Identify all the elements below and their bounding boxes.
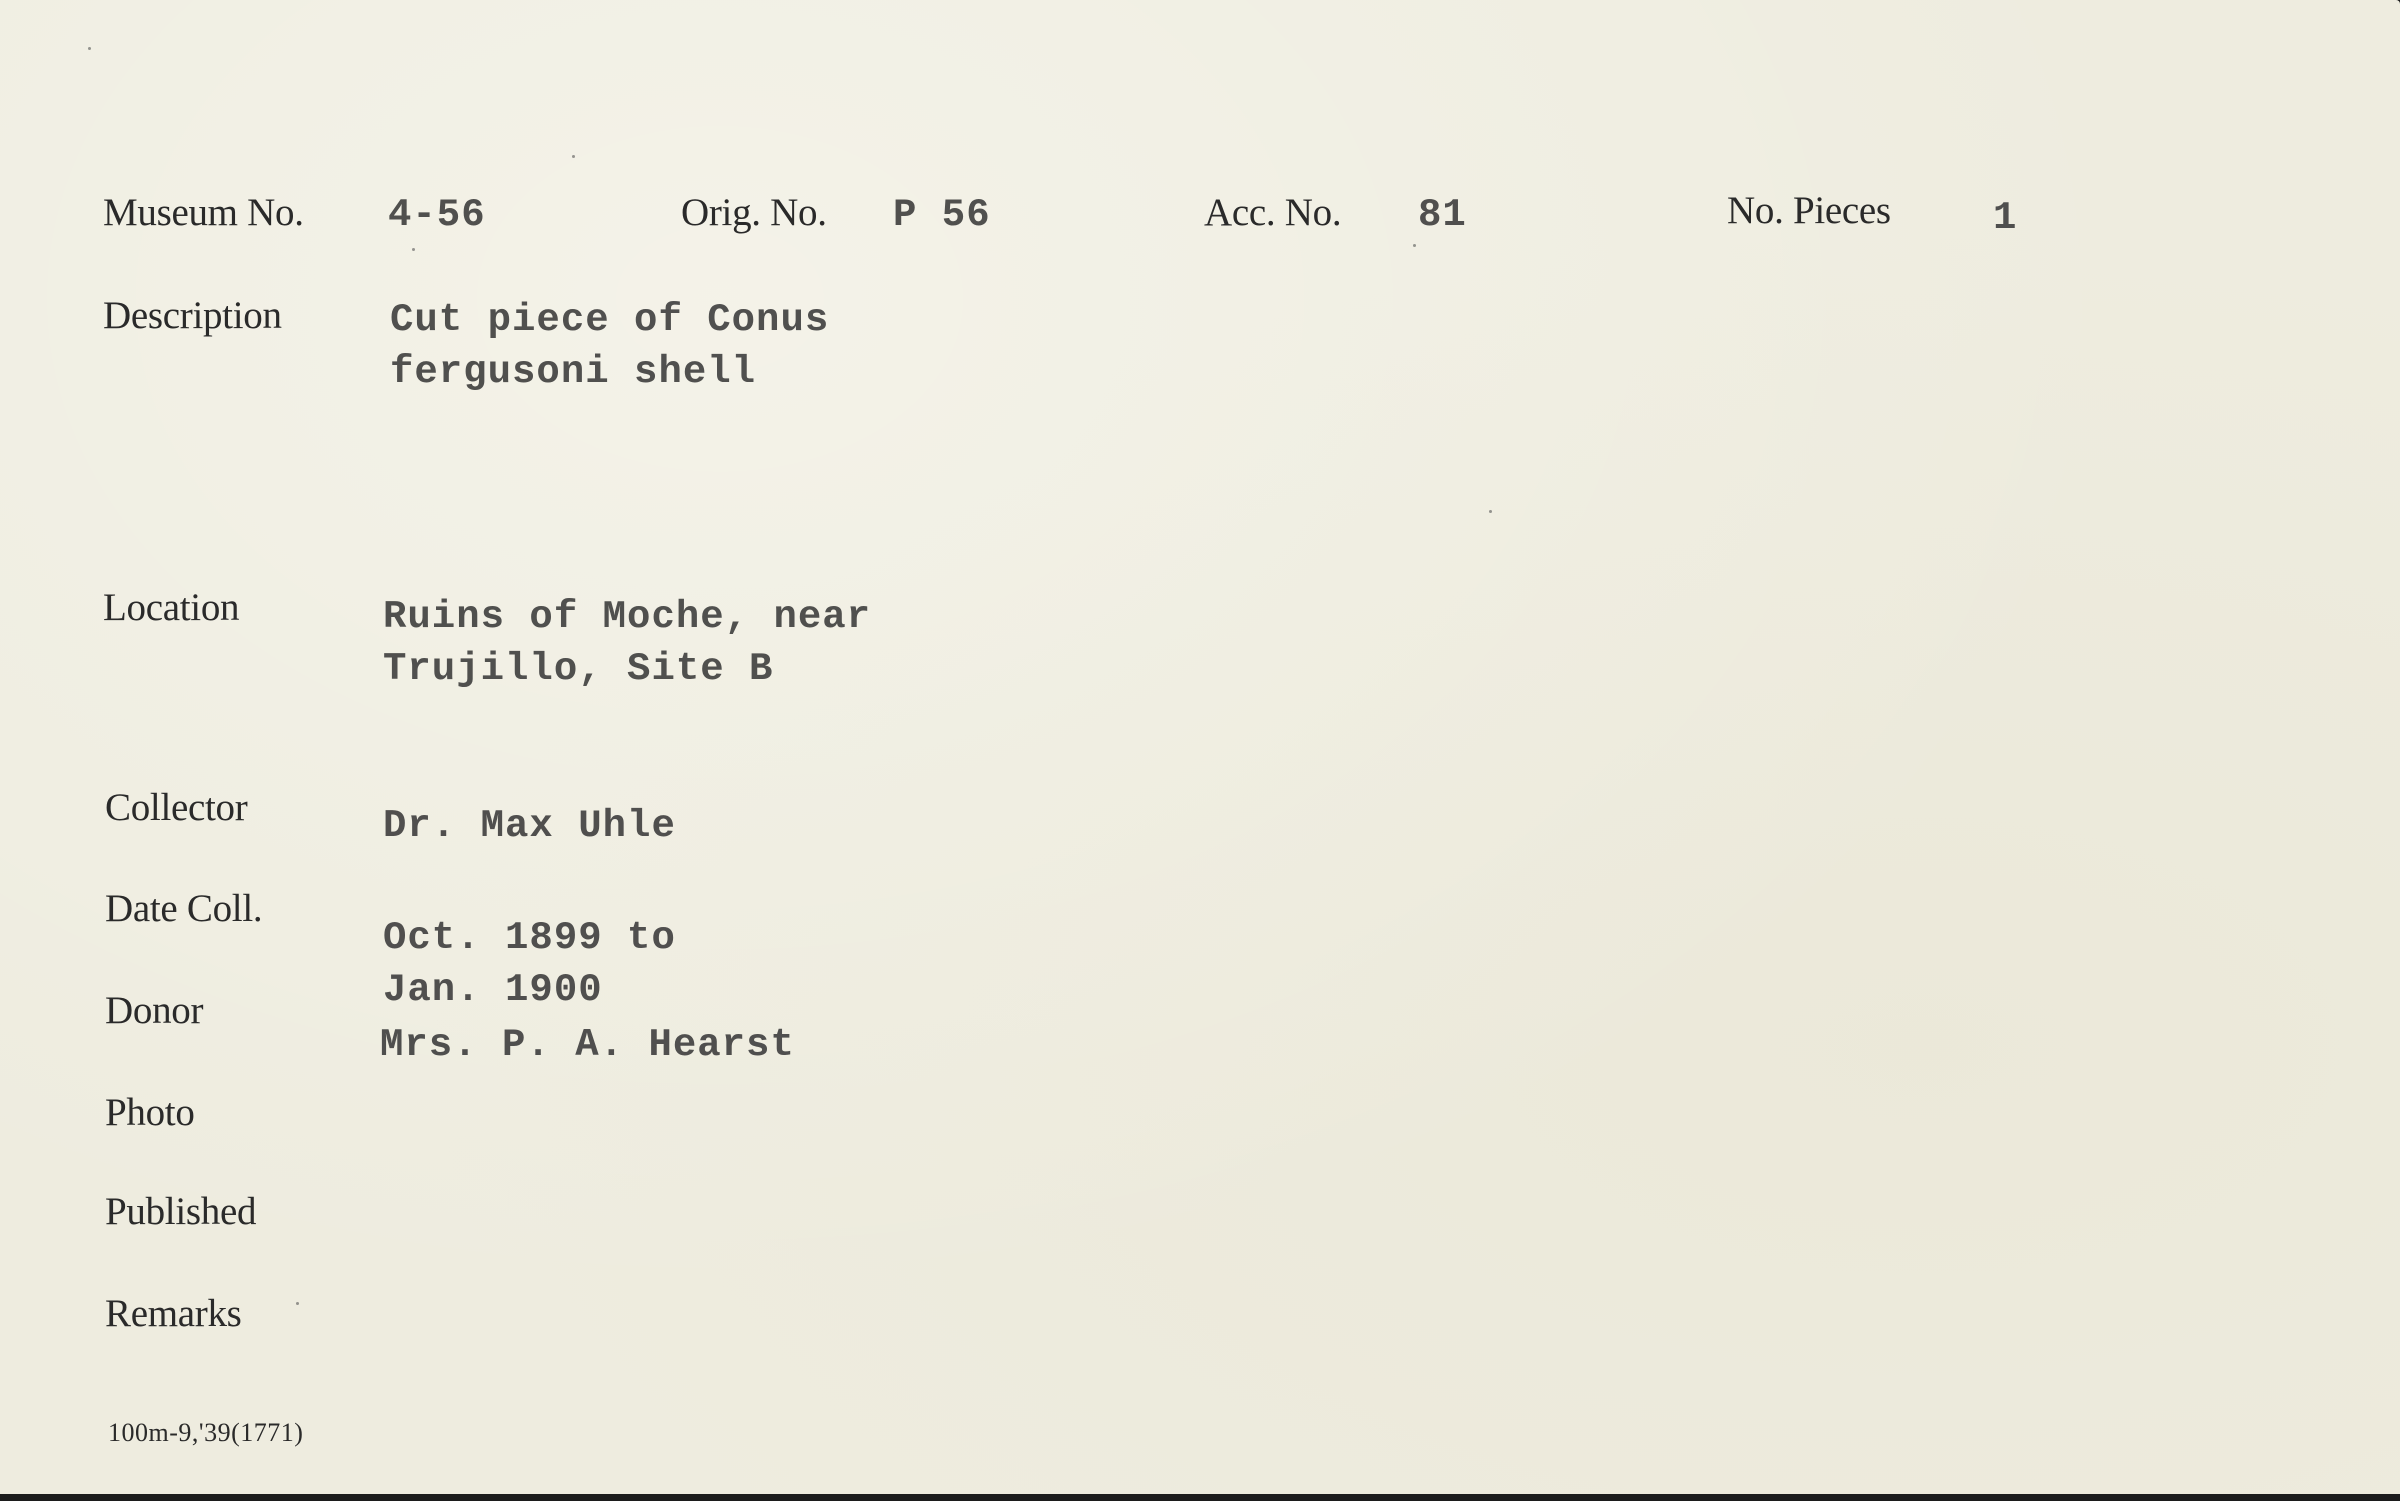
orig-no-label: Orig. No.: [681, 191, 827, 234]
museum-no-value: 4-56: [388, 193, 486, 237]
description-line-1: Cut piece of Conus: [390, 298, 830, 342]
donor-label: Donor: [105, 989, 204, 1032]
location-line-2: Trujillo, Site B: [383, 647, 774, 691]
orig-no-value: P 56: [893, 193, 991, 237]
speck: [1413, 244, 1416, 247]
photo-label: Photo: [105, 1091, 195, 1134]
scan-background-edge: [0, 1494, 2400, 1501]
description-value: [390, 294, 829, 398]
description-label: Description: [103, 294, 282, 337]
location-value: [383, 591, 871, 695]
date-coll-value: [383, 912, 676, 1016]
speck: [572, 155, 575, 158]
no-pieces-value: 1: [1993, 196, 2018, 240]
acc-no-label: Acc. No.: [1204, 191, 1342, 234]
date-coll-line-2: Jan. 1900: [383, 968, 603, 1012]
donor-value: Mrs. P. A. Hearst: [380, 1023, 795, 1067]
no-pieces-label: No. Pieces: [1727, 189, 1891, 232]
published-label: Published: [105, 1190, 257, 1233]
collector-label: Collector: [105, 786, 248, 829]
museum-no-label: Museum No.: [103, 191, 304, 234]
speck: [296, 1302, 299, 1305]
speck: [88, 47, 91, 50]
speck: [412, 248, 415, 251]
description-line-2: fergusoni shell: [390, 350, 757, 394]
print-code: 100m-9,'39(1771): [108, 1418, 304, 1447]
date-coll-label: Date Coll.: [105, 887, 263, 930]
location-label: Location: [103, 586, 240, 629]
collector-value: Dr. Max Uhle: [383, 804, 676, 848]
location-line-1: Ruins of Moche, near: [383, 595, 872, 639]
date-coll-line-1: Oct. 1899 to: [383, 916, 676, 960]
acc-no-value: 81: [1418, 193, 1467, 237]
speck: [1489, 510, 1492, 513]
remarks-label: Remarks: [105, 1292, 242, 1335]
